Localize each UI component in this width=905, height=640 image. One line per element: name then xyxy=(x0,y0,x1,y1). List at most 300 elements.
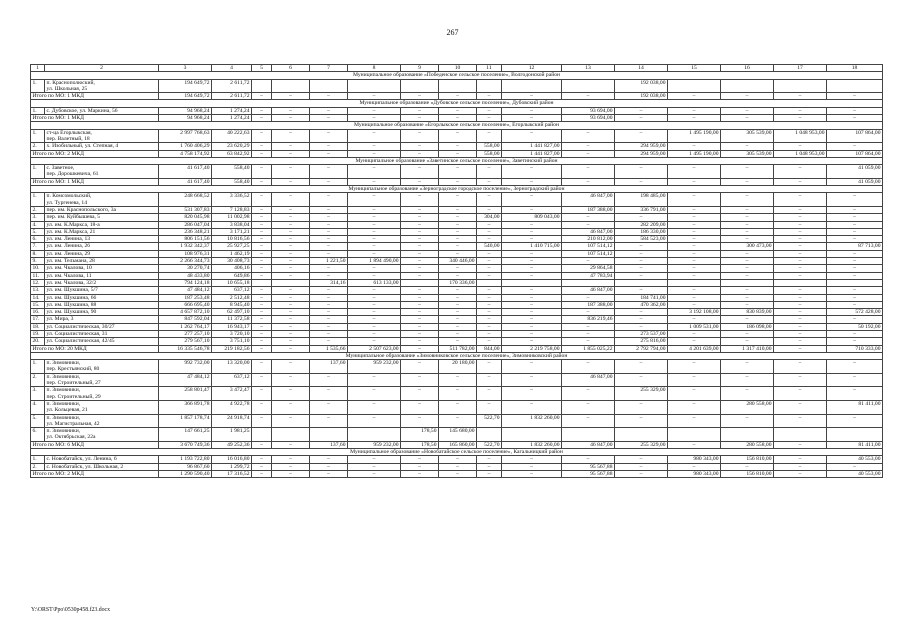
total-value: – xyxy=(272,345,310,352)
value-cell: – xyxy=(827,193,883,207)
total-value: 980 343,00 xyxy=(668,470,721,477)
value-cell: – xyxy=(827,221,883,228)
table-row xyxy=(31,79,883,93)
address-cell xyxy=(45,279,159,286)
total-value: 3 670 749,36 xyxy=(159,441,212,448)
value-cell: 820 045,98 xyxy=(159,214,212,221)
value-cell: 572 428,00 xyxy=(827,309,883,316)
address-line: п. Зимовники, xyxy=(46,428,81,435)
total-value: – xyxy=(502,93,562,100)
value-cell: – xyxy=(310,338,348,345)
value-cell: – xyxy=(310,228,348,235)
value-cell: – xyxy=(401,129,439,143)
value-cell: – xyxy=(477,272,502,279)
address-line: п. Зимовники, xyxy=(46,360,81,367)
row-number: 4. xyxy=(31,400,45,414)
total-value: 558,40 xyxy=(212,178,252,185)
value-cell: – xyxy=(502,338,562,345)
value-cell: – xyxy=(562,165,615,179)
table-row xyxy=(31,236,883,243)
value-cell: – xyxy=(668,221,721,228)
value-cell: – xyxy=(401,107,439,114)
total-value: 4 201 639,00 xyxy=(668,345,721,352)
table-row xyxy=(31,301,883,308)
value-cell: – xyxy=(477,193,502,207)
row-number: 1. xyxy=(31,129,45,143)
value-cell: 81 411,00 xyxy=(827,400,883,414)
total-value: – xyxy=(502,470,562,477)
value-cell: – xyxy=(272,193,310,207)
total-value: – xyxy=(310,470,348,477)
value-cell: – xyxy=(477,258,502,265)
value-cell: – xyxy=(615,258,668,265)
total-value: 17 316,52 xyxy=(212,470,252,477)
value-cell: 16 943,17 xyxy=(212,323,252,330)
value-cell: – xyxy=(562,294,615,301)
value-cell: – xyxy=(439,456,477,463)
value-cell: – xyxy=(439,107,477,114)
value-cell: – xyxy=(348,165,401,179)
total-value: 107 864,00 xyxy=(827,150,883,157)
address-line: пер. Дорошкевича, 61 xyxy=(46,171,99,178)
address-line: ул. Социалистическая, 30/27 xyxy=(46,323,115,330)
row-number: 10. xyxy=(31,265,45,272)
value-cell: – xyxy=(401,373,439,387)
table-row xyxy=(31,323,883,330)
value-cell: 637,12 xyxy=(212,373,252,387)
value-cell: – xyxy=(721,214,774,221)
address-line: ул. Школьная, 25 xyxy=(46,85,88,92)
value-cell: – xyxy=(348,400,401,414)
value-cell: 2 611,72 xyxy=(212,79,252,93)
total-value: 710 333,00 xyxy=(827,345,883,352)
value-cell: – xyxy=(668,165,721,179)
table-row xyxy=(31,221,883,228)
value-cell: – xyxy=(348,250,401,257)
row-number: 12. xyxy=(31,279,45,286)
total-label: Итого по МО: 1 МКД xyxy=(31,178,159,185)
value-cell: – xyxy=(272,400,310,414)
total-value: 255 329,00 xyxy=(615,441,668,448)
value-cell: – xyxy=(439,214,477,221)
address-line: ул. Тургенева, 14 xyxy=(46,199,87,206)
total-value: – xyxy=(721,93,774,100)
address-line: ул. Мира, 3 xyxy=(46,316,74,323)
value-cell: 314,16 xyxy=(310,279,348,286)
value-cell: 170 336,00 xyxy=(439,279,477,286)
value-cell: – xyxy=(615,243,668,250)
value-cell: – xyxy=(310,250,348,257)
value-cell: – xyxy=(252,463,272,470)
value-cell: – xyxy=(721,360,774,374)
value-cell: 25 927,25 xyxy=(212,243,252,250)
value-cell: – xyxy=(439,387,477,401)
value-cell: – xyxy=(439,129,477,143)
value-cell: – xyxy=(252,272,272,279)
value-cell: – xyxy=(502,316,562,323)
value-cell: – xyxy=(774,265,827,272)
value-cell: – xyxy=(721,221,774,228)
value-cell: – xyxy=(721,250,774,257)
total-value: 93 694,00 xyxy=(562,115,615,122)
value-cell: – xyxy=(272,165,310,179)
address-line: пер. Строительный, 29 xyxy=(46,393,101,400)
value-cell: – xyxy=(827,387,883,401)
value-cell: 637,12 xyxy=(212,287,252,294)
row-number: 20. xyxy=(31,338,45,345)
total-value: 1 832 260,00 xyxy=(502,441,562,448)
value-cell: – xyxy=(668,316,721,323)
value-cell: – xyxy=(252,193,272,207)
value-cell: – xyxy=(502,206,562,213)
value-cell: – xyxy=(827,206,883,213)
value-cell: – xyxy=(668,228,721,235)
value-cell: – xyxy=(668,360,721,374)
value-cell: – xyxy=(774,243,827,250)
value-cell: – xyxy=(348,373,401,387)
value-cell: – xyxy=(668,272,721,279)
total-value: 522,70 xyxy=(477,441,502,448)
total-value: – xyxy=(252,441,272,448)
table-row xyxy=(31,129,883,143)
value-cell xyxy=(272,428,310,442)
value-cell: 236 348,21 xyxy=(159,228,212,235)
value-cell: – xyxy=(827,360,883,374)
value-cell: – xyxy=(502,236,562,243)
value-cell: – xyxy=(827,463,883,470)
value-cell: – xyxy=(562,143,615,150)
value-cell: – xyxy=(615,456,668,463)
value-cell xyxy=(401,79,439,93)
total-row xyxy=(31,93,883,100)
value-cell: – xyxy=(439,265,477,272)
table-row xyxy=(31,193,883,207)
value-cell: 184 741,00 xyxy=(615,294,668,301)
value-cell xyxy=(827,279,883,286)
value-cell: 522,70 xyxy=(477,414,502,428)
value-cell: – xyxy=(348,294,401,301)
value-cell: 836 219,46 xyxy=(562,316,615,323)
value-cell: – xyxy=(562,338,615,345)
value-cell: – xyxy=(252,228,272,235)
value-cell: – xyxy=(439,400,477,414)
value-cell: – xyxy=(827,330,883,337)
value-cell: – xyxy=(272,387,310,401)
value-cell: 186 098,00 xyxy=(721,323,774,330)
row-number: 1. xyxy=(31,456,45,463)
value-cell: – xyxy=(615,287,668,294)
total-value: 294 959,00 xyxy=(615,150,668,157)
total-row xyxy=(31,470,883,477)
total-value: 844,00 xyxy=(477,345,502,352)
value-cell: – xyxy=(272,309,310,316)
value-cell: – xyxy=(615,250,668,257)
total-value: – xyxy=(615,178,668,185)
value-cell: – xyxy=(252,165,272,179)
column-number: 17 xyxy=(774,65,827,72)
value-cell: 300 473,00 xyxy=(721,243,774,250)
value-cell xyxy=(477,279,502,286)
table-row xyxy=(31,373,883,387)
total-value: – xyxy=(252,150,272,157)
value-cell: – xyxy=(348,129,401,143)
value-cell xyxy=(562,279,615,286)
value-cell: – xyxy=(668,206,721,213)
value-cell: 830 839,00 xyxy=(721,309,774,316)
address-line: пер. Валетный, 18 xyxy=(46,135,90,142)
total-value: 305 539,00 xyxy=(721,150,774,157)
address-line: ул. Октябрьская, 22а xyxy=(46,434,96,441)
value-cell: – xyxy=(310,221,348,228)
value-cell: – xyxy=(401,193,439,207)
address-cell xyxy=(45,143,159,150)
value-cell: – xyxy=(774,165,827,179)
value-cell: – xyxy=(721,107,774,114)
value-cell xyxy=(310,428,348,442)
address-line: с. Новобатайск, ул. Ленина, 6 xyxy=(46,456,117,463)
value-cell: 198 485,00 xyxy=(615,193,668,207)
value-cell: – xyxy=(272,221,310,228)
value-cell: – xyxy=(668,214,721,221)
total-value: 95 567,88 xyxy=(562,470,615,477)
column-number: 7 xyxy=(310,65,348,72)
total-value: – xyxy=(562,150,615,157)
value-cell: – xyxy=(668,143,721,150)
value-cell: – xyxy=(774,287,827,294)
value-cell: 584 523,00 xyxy=(615,236,668,243)
value-cell: – xyxy=(615,316,668,323)
value-cell: – xyxy=(272,316,310,323)
value-cell: – xyxy=(310,236,348,243)
address-cell xyxy=(45,236,159,243)
value-cell: – xyxy=(252,330,272,337)
value-cell xyxy=(721,279,774,286)
value-cell: – xyxy=(721,228,774,235)
value-cell: – xyxy=(827,414,883,428)
total-value: – xyxy=(668,93,721,100)
total-value: 1 290 590,40 xyxy=(159,470,212,477)
value-cell: 1 832 260,00 xyxy=(502,414,562,428)
value-cell: – xyxy=(562,456,615,463)
value-cell: – xyxy=(401,143,439,150)
value-cell: – xyxy=(310,309,348,316)
value-cell xyxy=(272,79,310,93)
value-cell: 147 661,25 xyxy=(159,428,212,442)
value-cell xyxy=(562,428,615,442)
value-cell: 47 484,12 xyxy=(159,373,212,387)
table-row xyxy=(31,250,883,257)
value-cell: 145 680,00 xyxy=(439,428,477,442)
value-cell: – xyxy=(401,316,439,323)
value-cell: 1 193 722,80 xyxy=(159,456,212,463)
value-cell: 1 048 953,00 xyxy=(774,129,827,143)
value-cell: – xyxy=(774,360,827,374)
address-cell xyxy=(45,193,159,207)
value-cell: – xyxy=(668,193,721,207)
value-cell: – xyxy=(310,400,348,414)
total-value: – xyxy=(439,178,477,185)
address-line: ул. Кольцевая, 21 xyxy=(46,407,88,414)
value-cell: – xyxy=(774,373,827,387)
row-number: 1. xyxy=(31,79,45,93)
value-cell: 540,00 xyxy=(477,243,502,250)
total-label: Итого по МО: 1 МКД xyxy=(31,93,159,100)
section-title: Муниципальное образование «Заветинское сельское поселение», Заветинский район xyxy=(31,157,883,164)
value-cell: – xyxy=(562,330,615,337)
value-cell: – xyxy=(827,265,883,272)
value-cell: – xyxy=(310,214,348,221)
total-row xyxy=(31,178,883,185)
value-cell: – xyxy=(502,330,562,337)
total-row xyxy=(31,115,883,122)
value-cell: – xyxy=(774,206,827,213)
address-cell xyxy=(45,214,159,221)
value-cell: – xyxy=(310,294,348,301)
value-cell xyxy=(562,79,615,93)
value-cell: – xyxy=(401,165,439,179)
total-value: 2 507 623,00 xyxy=(348,345,401,352)
row-number: 1. xyxy=(31,107,45,114)
value-cell: – xyxy=(721,330,774,337)
table-row xyxy=(31,456,883,463)
value-cell: – xyxy=(615,323,668,330)
value-cell: – xyxy=(310,243,348,250)
value-cell: – xyxy=(477,400,502,414)
total-value: – xyxy=(615,115,668,122)
value-cell: – xyxy=(252,250,272,257)
value-cell: – xyxy=(439,294,477,301)
value-cell: – xyxy=(668,294,721,301)
value-cell: – xyxy=(721,236,774,243)
value-cell: – xyxy=(562,258,615,265)
value-cell: – xyxy=(774,214,827,221)
table-row xyxy=(31,287,883,294)
table-row xyxy=(31,400,883,414)
value-cell: – xyxy=(477,165,502,179)
address-line: ул. им. Чкалова, 10 xyxy=(46,265,92,272)
value-cell: 107 514,12 xyxy=(562,250,615,257)
value-cell: – xyxy=(477,236,502,243)
address-line: п. Зимовники, xyxy=(46,387,81,394)
address-line: п. Комсомольский, xyxy=(46,193,92,200)
value-cell: – xyxy=(401,330,439,337)
value-cell: – xyxy=(401,272,439,279)
value-cell: – xyxy=(827,258,883,265)
address-cell xyxy=(45,272,159,279)
table-row xyxy=(31,107,883,114)
total-value: – xyxy=(272,150,310,157)
address-line: ул. им. Шукшина, 5/7 xyxy=(46,287,98,294)
row-number: 9. xyxy=(31,258,45,265)
total-value: – xyxy=(774,115,827,122)
row-number: 8. xyxy=(31,250,45,257)
row-number: 17. xyxy=(31,316,45,323)
section-row xyxy=(31,122,883,129)
value-cell: – xyxy=(272,294,310,301)
value-cell: – xyxy=(615,414,668,428)
value-cell: – xyxy=(348,414,401,428)
value-cell xyxy=(668,428,721,442)
total-row xyxy=(31,345,883,352)
value-cell: – xyxy=(562,400,615,414)
value-cell xyxy=(827,428,883,442)
value-cell: – xyxy=(401,400,439,414)
table-row xyxy=(31,279,883,286)
address-cell xyxy=(45,373,159,387)
value-cell: – xyxy=(774,107,827,114)
value-cell: 277 257,10 xyxy=(159,330,212,337)
value-cell: – xyxy=(774,387,827,401)
value-cell: 46 847,00 xyxy=(562,373,615,387)
section-title: Муниципальное образование «Зерноградское городское поселение», Зерноградский район xyxy=(31,186,883,193)
value-cell xyxy=(668,279,721,286)
value-cell: – xyxy=(774,330,827,337)
address-cell xyxy=(45,428,159,442)
value-cell: 980 343,00 xyxy=(668,456,721,463)
value-cell: – xyxy=(477,456,502,463)
value-cell: – xyxy=(615,373,668,387)
value-cell: – xyxy=(477,338,502,345)
value-cell: – xyxy=(668,243,721,250)
value-cell: – xyxy=(774,258,827,265)
value-cell: – xyxy=(348,301,401,308)
value-cell: – xyxy=(439,323,477,330)
value-cell: 87 713,00 xyxy=(827,243,883,250)
total-value: – xyxy=(401,178,439,185)
value-cell: – xyxy=(439,143,477,150)
value-cell: 187 388,00 xyxy=(562,206,615,213)
value-cell: 107 514,12 xyxy=(562,243,615,250)
total-value: – xyxy=(252,115,272,122)
value-cell: 40 553,00 xyxy=(827,456,883,463)
value-cell: 1 221,50 xyxy=(310,258,348,265)
section-title: Муниципальное образование «Егорлыкское сельское поселение», Егорлыкский район xyxy=(31,122,883,129)
value-cell: – xyxy=(348,236,401,243)
address-cell xyxy=(45,414,159,428)
value-cell: – xyxy=(477,265,502,272)
value-cell: – xyxy=(827,236,883,243)
value-cell: – xyxy=(272,250,310,257)
value-cell: – xyxy=(272,206,310,213)
value-cell: – xyxy=(401,301,439,308)
value-cell xyxy=(272,279,310,286)
value-cell: 806 151,56 xyxy=(159,236,212,243)
value-cell: – xyxy=(310,387,348,401)
page-number: 267 xyxy=(446,28,459,37)
total-value: – xyxy=(439,470,477,477)
value-cell: – xyxy=(668,236,721,243)
value-cell: – xyxy=(272,301,310,308)
value-cell: – xyxy=(615,265,668,272)
value-cell: – xyxy=(401,287,439,294)
value-cell: 94 968,24 xyxy=(159,107,212,114)
value-cell: – xyxy=(502,165,562,179)
total-value: – xyxy=(310,150,348,157)
address-line: пер. им. Куйбышева, 5 xyxy=(46,214,101,221)
address-line: ул. им. Чкалова, 32/2 xyxy=(46,279,97,286)
row-number: 2. xyxy=(31,463,45,470)
total-value: – xyxy=(439,150,477,157)
value-cell xyxy=(502,428,562,442)
row-number: 2. xyxy=(31,143,45,150)
value-cell: 46 847,00 xyxy=(562,193,615,207)
value-cell: – xyxy=(401,214,439,221)
value-cell: 192 038,00 xyxy=(615,79,668,93)
value-cell: – xyxy=(252,206,272,213)
section-row xyxy=(31,186,883,193)
total-value: – xyxy=(401,150,439,157)
value-cell: – xyxy=(401,360,439,374)
